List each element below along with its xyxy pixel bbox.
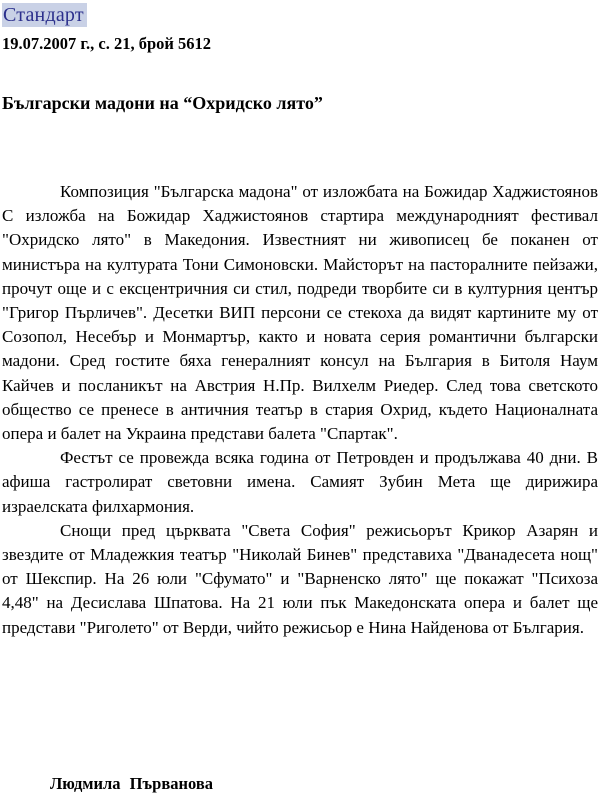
article-author: Людмила Първанова — [50, 774, 213, 793]
article-paragraph-2: Фестът се провежда всяка година от Петровден и продължава 40 дни. В афиша гастролират световни имена. Самият Зубин Мета ще дирижира израелската филхармония. — [2, 448, 598, 516]
newspaper-masthead: Стандарт — [2, 3, 87, 27]
article-body — [2, 180, 598, 640]
article-paragraph-1: Композиция "Българска мадона" от изложбата на Божидар Хаджистоянов С изложба на Божидар Хаджистоянов стартира международният фестивал "Охридско лято" в Македония. Известният ни живописец бе поканен от министъра на културата Тони Симоновски. Майсторът на пасторалните пейзажи, прочут още и с ексцентричния си стил, подреди творбите си в културния център "Григор Пърличев". Десетки ВИП персони се стекоха да видят картините му от Созопол, Несебър и Монмартър, както и новата серия романтични български мадони. Сред гостите бяха генералният консул на България в Битоля Наум Кайчев и посланикът на Австрия Н.Пр. Вилхелм Риедер. След това светското общество се пренесе в античния театър в стария Охрид, където Националната опера и балет на Украина представи балета "Спартак". — [2, 182, 598, 444]
article-paragraph-3: Снощи пред църквата "Света София" режисьорът Крикор Азарян и звездите от Младежкия театър "Николай Бинев" представиха "Дванадесета нощ" от Шекспир. На 26 юли "Сфумато" и "Варненско лято" ще покажат "Психоза 4,48" на Десислава Шпатова. На 21 юли пък Македонската опера и балет ще представи "Риголето" от Верди, чийто режисьор е Нина Найденова от България. — [2, 520, 598, 637]
article-title: Български мадони на “Охридско лято” — [2, 93, 323, 113]
issue-date-line: 19.07.2007 г., с. 21, брой 5612 — [2, 34, 212, 53]
